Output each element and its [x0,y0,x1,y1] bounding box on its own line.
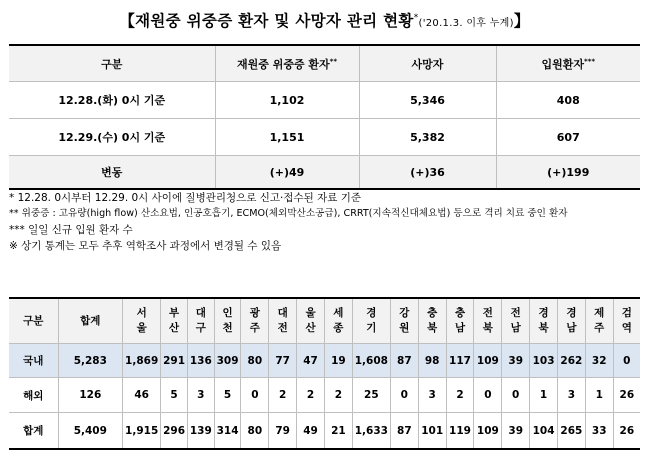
regional-value-cell: 1,608 [352,344,390,378]
footnotes [9,190,568,254]
regional-value-cell: 109 [474,344,502,378]
regional-value-cell: 39 [502,344,530,378]
regional-value-cell: 32 [585,344,613,378]
regional-header-label: 합계 [80,314,101,327]
summary-row-label: 12.28.(화) 0시 기준 [9,82,215,119]
regional-header-label: 부산 [169,307,180,334]
regional-header-region [269,298,297,344]
regional-value-cell: 119 [446,413,474,450]
regional-value-cell: 3 [557,378,585,413]
regional-header-label: 대구 [195,307,206,334]
regional-row-label: 국내 [9,344,58,378]
footnote: * 12.28. 0시부터 12.29. 0시 사이에 질병관리청으로 신고·접수된 자료 기준 [9,192,362,204]
summary-severe-value: 1,102 [215,82,359,119]
regional-value-cell: 2 [269,378,297,413]
regional-header-label: 울산 [305,307,316,334]
regional-value-cell: 25 [352,378,390,413]
regional-header-region [613,298,640,344]
regional-header-region [557,298,585,344]
regional-overseas-row [9,378,640,413]
regional-value-cell: 0 [241,378,269,413]
regional-header-region [474,298,502,344]
summary-row-label: 12.29.(수) 0시 기준 [9,119,215,156]
footnote: ※ 상기 통계는 모두 추후 역학조사 과정에서 변경될 수 있음 [9,240,282,252]
summary-row [9,119,640,156]
summary-severe-change: (+)49 [215,156,359,190]
summary-deaths-value: 5,346 [359,82,496,119]
regional-header-label: 대전 [277,307,288,334]
summary-severe-value: 1,151 [215,119,359,156]
regional-header-region [446,298,474,344]
regional-value-cell: 80 [241,344,269,378]
regional-value-cell: 87 [390,413,418,450]
summary-header-deaths: 사망자 [359,45,496,82]
regional-value-cell: 79 [269,413,297,450]
report-title [0,9,649,31]
summary-header-category: 구분 [9,45,215,82]
summary-header-severe-sup: ** [329,56,337,65]
regional-header-region [352,298,390,344]
regional-header-label: 광주 [249,307,260,334]
regional-value-cell: 5 [214,378,241,413]
regional-header-region [502,298,530,344]
regional-value-cell: 0 [502,378,530,413]
regional-row-label: 합계 [9,413,58,450]
regional-value-cell: 26 [613,378,640,413]
regional-value-cell: 296 [161,413,188,450]
regional-value-cell: 104 [530,413,558,450]
regional-value-cell: 5 [161,378,188,413]
regional-value-cell: 314 [214,413,241,450]
regional-value-cell: 1 [585,378,613,413]
summary-row [9,82,640,119]
regional-value-cell: 2 [446,378,474,413]
regional-header-label: 충남 [454,307,466,334]
regional-value-cell: 19 [324,344,352,378]
regional-value-cell: 1,869 [123,344,161,378]
regional-header-region [418,298,446,344]
regional-header-label: 경기 [366,307,377,334]
regional-domestic-row [9,344,640,378]
regional-header-region [241,298,269,344]
regional-value-cell: 33 [585,413,613,450]
regional-value-cell: 3 [418,378,446,413]
regional-header-label: 세종 [333,307,344,334]
regional-header-label: 제주 [594,307,605,334]
regional-value-cell: 77 [269,344,297,378]
regional-value-cell: 46 [123,378,161,413]
summary-deaths-change: (+)36 [359,156,496,190]
regional-value-cell: 87 [390,344,418,378]
regional-header-label: 경남 [566,307,577,334]
regional-value-cell: 139 [187,413,214,450]
regional-header-label: 강원 [399,307,410,334]
regional-header-label: 경북 [538,307,549,334]
footnote: ** 위중증 : 고유량(high flow) 산소요법, 인공호흡기, ECMO(체외막산소공급), CRRT(지속적신대체요법) 등으로 격리 치료 중인 환자 [9,208,568,219]
regional-header-region [530,298,558,344]
regional-value-cell: 2 [324,378,352,413]
summary-table [9,44,640,190]
regional-value-cell: 26 [613,413,640,450]
regional-value-cell: 103 [530,344,558,378]
summary-change-row [9,156,640,190]
summary-header-row [9,45,640,82]
summary-header-severe [215,45,359,82]
regional-value-cell: 0 [474,378,502,413]
regional-header-region [297,298,325,344]
regional-value-cell: 309 [214,344,241,378]
regional-value-cell: 0 [613,344,640,378]
regional-row-label: 해외 [9,378,58,413]
summary-deaths-value: 5,382 [359,119,496,156]
regional-value-cell: 49 [297,413,325,450]
regional-header-region [187,298,214,344]
title-sup: * [413,12,419,23]
regional-header-total [58,298,123,344]
regional-value-cell: 39 [502,413,530,450]
regional-header-label: 서울 [136,307,147,334]
regional-header-row [9,298,640,344]
regional-value-cell: 0 [390,378,418,413]
regional-value-cell: 109 [474,413,502,450]
regional-header-label: 전북 [482,307,493,334]
regional-value-cell: 136 [187,344,214,378]
regional-value-cell: 1 [530,378,558,413]
summary-header-severe-text: 재원중 위중증 환자 [237,57,330,71]
regional-total-cell: 126 [58,378,123,413]
regional-total-row [9,413,640,450]
regional-value-cell: 265 [557,413,585,450]
summary-header-admitted-text: 입원환자 [541,57,585,71]
regional-value-cell: 80 [241,413,269,450]
summary-admitted-change: (+)199 [496,156,640,190]
regional-value-cell: 2 [297,378,325,413]
regional-header-label: 충북 [427,307,438,334]
title-close: 】 [513,12,530,30]
regional-value-cell: 101 [418,413,446,450]
summary-admitted-value: 607 [496,119,640,156]
summary-header-admitted-sup: *** [584,56,595,65]
footnote: *** 일일 신규 입원 환자 수 [9,224,133,236]
regional-total-cell: 5,283 [58,344,123,378]
regional-value-cell: 1,633 [352,413,390,450]
regional-value-cell: 262 [557,344,585,378]
regional-value-cell: 21 [324,413,352,450]
regional-table [9,297,640,450]
title-text: 【재원중 위중증 환자 및 사망자 관리 현황 [119,12,414,30]
regional-header-region [390,298,418,344]
regional-value-cell: 47 [297,344,325,378]
regional-header-category [9,298,58,344]
regional-header-region [161,298,188,344]
regional-value-cell: 1,915 [123,413,161,450]
regional-value-cell: 117 [446,344,474,378]
regional-value-cell: 291 [161,344,188,378]
title-note: ('20.1.3. 이후 누계) [418,18,514,29]
regional-header-region [585,298,613,344]
regional-header-label: 인천 [222,307,233,334]
regional-header-label: 구분 [23,314,44,327]
regional-value-cell: 98 [418,344,446,378]
regional-header-label: 검역 [621,307,632,334]
regional-header-label: 전남 [510,307,521,334]
regional-header-region [214,298,241,344]
regional-header-region [324,298,352,344]
regional-total-cell: 5,409 [58,413,123,450]
summary-header-admitted [496,45,640,82]
summary-row-label: 변동 [9,156,215,190]
summary-admitted-value: 408 [496,82,640,119]
regional-header-region [123,298,161,344]
regional-value-cell: 3 [187,378,214,413]
